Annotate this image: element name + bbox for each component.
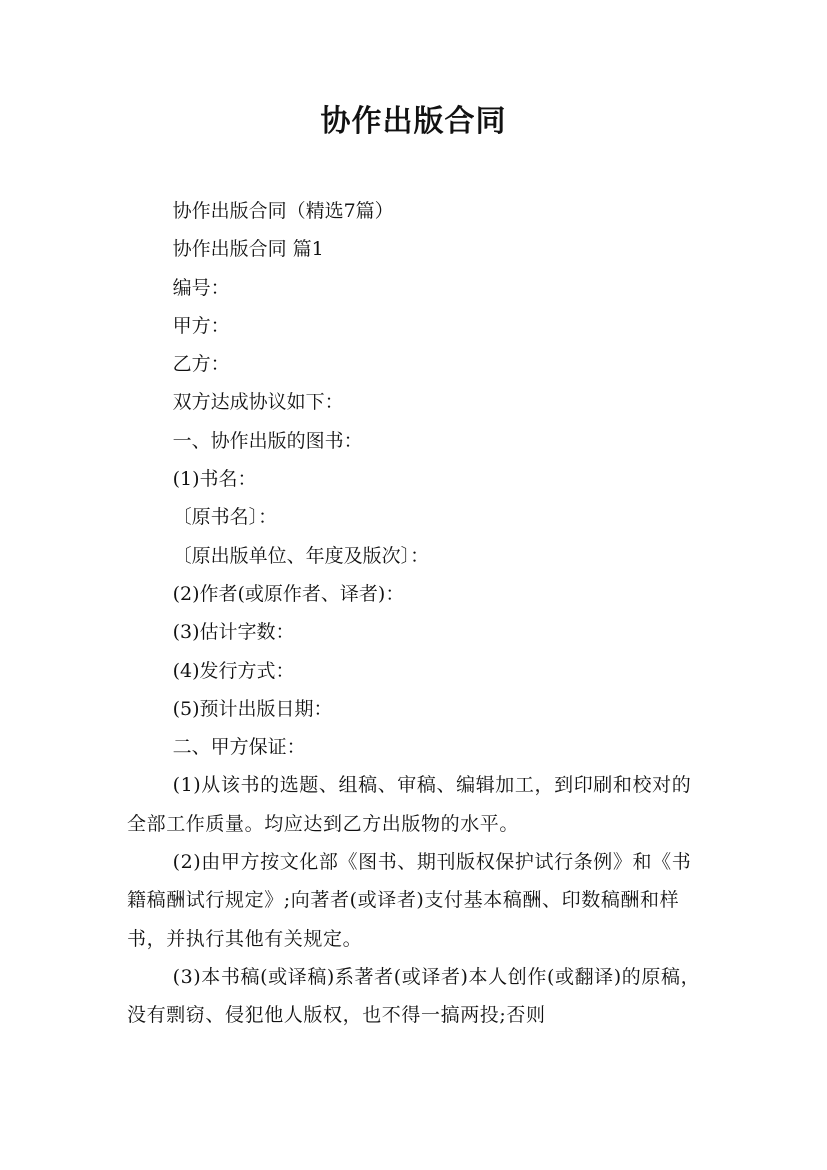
- party-b-field: 乙方：: [172, 353, 230, 376]
- clause-paragraph: (3)本书稿(或译稿)系著者(或译者)本人创作(或翻译)的原稿，没有剽窃、侵犯他人版权，也不得一搞两投;否则: [127, 965, 701, 1027]
- book-name-field: (1)书名：: [172, 468, 257, 491]
- publish-date-field: (5)预计出版日期：: [172, 697, 333, 720]
- document-title: 协作出版合同: [320, 104, 507, 139]
- clause-heading-1: 一、协作出版的图书：: [172, 429, 363, 452]
- original-publisher-field: 〔原出版单位、年度及版次〕：: [172, 544, 430, 567]
- clause-heading-2: 二、甲方保证：: [172, 736, 306, 759]
- clause-paragraph: (2)由甲方按文化部《图书、期刊版权保护试行条例》和《书籍稿酬试行规定》;向著者(或译者)支付基本稿酬、印数稿酬和样书，并执行其他有关规定。: [127, 851, 692, 950]
- distribution-field: (4)发行方式：: [172, 659, 295, 682]
- section-heading: 协作出版合同 篇1: [172, 238, 324, 261]
- author-field: (2)作者(或原作者、译者)：: [172, 582, 405, 605]
- original-book-name-field: 〔原书名〕：: [172, 506, 278, 529]
- party-a-field: 甲方：: [172, 314, 230, 337]
- subtitle-line: 协作出版合同（精选7篇）: [172, 200, 394, 222]
- number-field: 编号：: [172, 276, 230, 299]
- clause-paragraph: (1)从该书的选题、组稿、审稿、编辑加工，到印刷和校对的全部工作质量。均应达到乙方出版物的水平。: [127, 774, 692, 835]
- agreement-intro: 双方达成协议如下：: [172, 391, 344, 414]
- word-count-field: (3)估计字数：: [172, 621, 295, 644]
- document-body: [127, 192, 707, 1035]
